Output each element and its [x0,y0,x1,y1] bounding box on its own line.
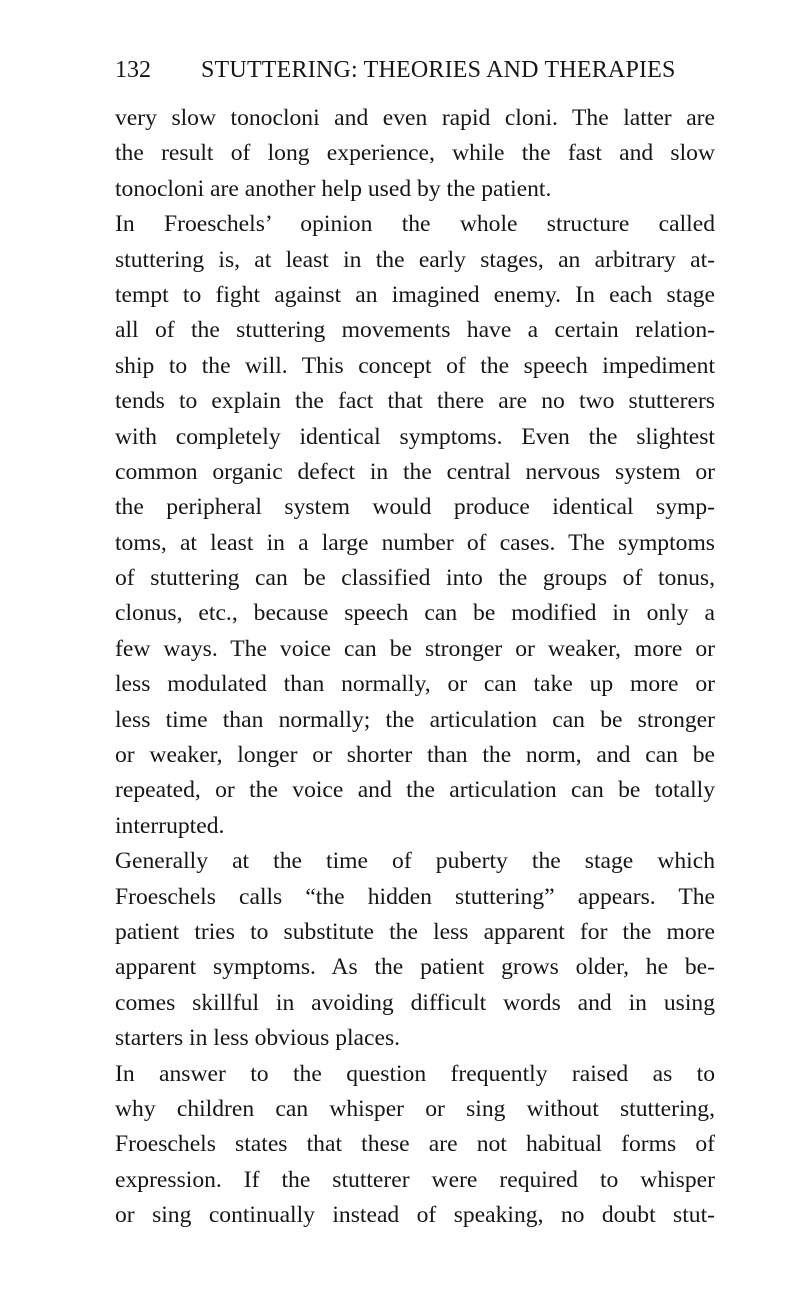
text-line: tonocloni are another help used by the patient. [115,175,552,202]
running-title: STUTTERING: THEORIES AND THERAPIES [201,57,676,83]
text-line: of stuttering can be classified into the groups of tonus, [115,565,715,592]
text-line: tends to explain the fact that there are no two stutterers [115,388,715,415]
text-line: apparent symptoms. As the patient grows older, he be- [115,954,715,981]
text-line: stuttering is, at least in the early stages, an arbitrary at- [115,246,715,273]
text-line: less modulated than normally, or can take up more or [115,671,715,698]
text-line: repeated, or the voice and the articulation can be totally [115,777,715,804]
text-line: common organic defect in the central nervous system or [115,458,715,485]
text-line: why children can whisper or sing without stuttering, [115,1095,715,1122]
text-line: few ways. The voice can be stronger or weaker, more or [115,635,715,662]
text-line: or weaker, longer or shorter than the norm, and can be [115,742,715,769]
text-line: expression. If the stutterer were required to whisper [115,1166,715,1193]
text-line: clonus, etc., because speech can be modified in only a [115,600,715,627]
text-line: Generally at the time of puberty the stage which [115,848,715,875]
text-line: comes skillful in avoiding difficult words and in using [115,989,715,1016]
page-number: 132 [115,57,151,83]
text-line: with completely identical symptoms. Even the slightest [115,423,715,450]
text-line: less time than normally; the articulation can be stronger [115,706,715,733]
running-head [115,50,715,90]
text-line: the result of long experience, while the fast and slow [115,140,715,167]
text-line: patient tries to substitute the less apparent for the more [115,918,715,945]
text-line: or sing continually instead of speaking, no doubt stut- [115,1202,715,1229]
text-line: ship to the will. This concept of the speech impediment [115,352,715,379]
text-line: starters in less obvious places. [115,1025,401,1052]
text-line: Froeschels calls “the hidden stuttering” appears. The [115,883,715,910]
text-line: very slow tonocloni and even rapid cloni. The latter are [115,105,715,131]
text-line: toms, at least in a large number of cases. The symptoms [115,529,715,556]
text-line: all of the stuttering movements have a certain relation- [115,317,715,344]
text-line: In Froeschels’ opinion the whole structure called [115,211,715,238]
text-line: the peripheral system would produce identical symp- [115,494,715,521]
text-line: Froeschels states that these are not habitual forms of [115,1131,715,1158]
text-line: tempt to fight against an imagined enemy. In each stage [115,281,715,308]
body-text [115,101,715,1234]
text-line: interrupted. [115,812,225,839]
text-line: In answer to the question frequently raised as to [115,1060,715,1087]
